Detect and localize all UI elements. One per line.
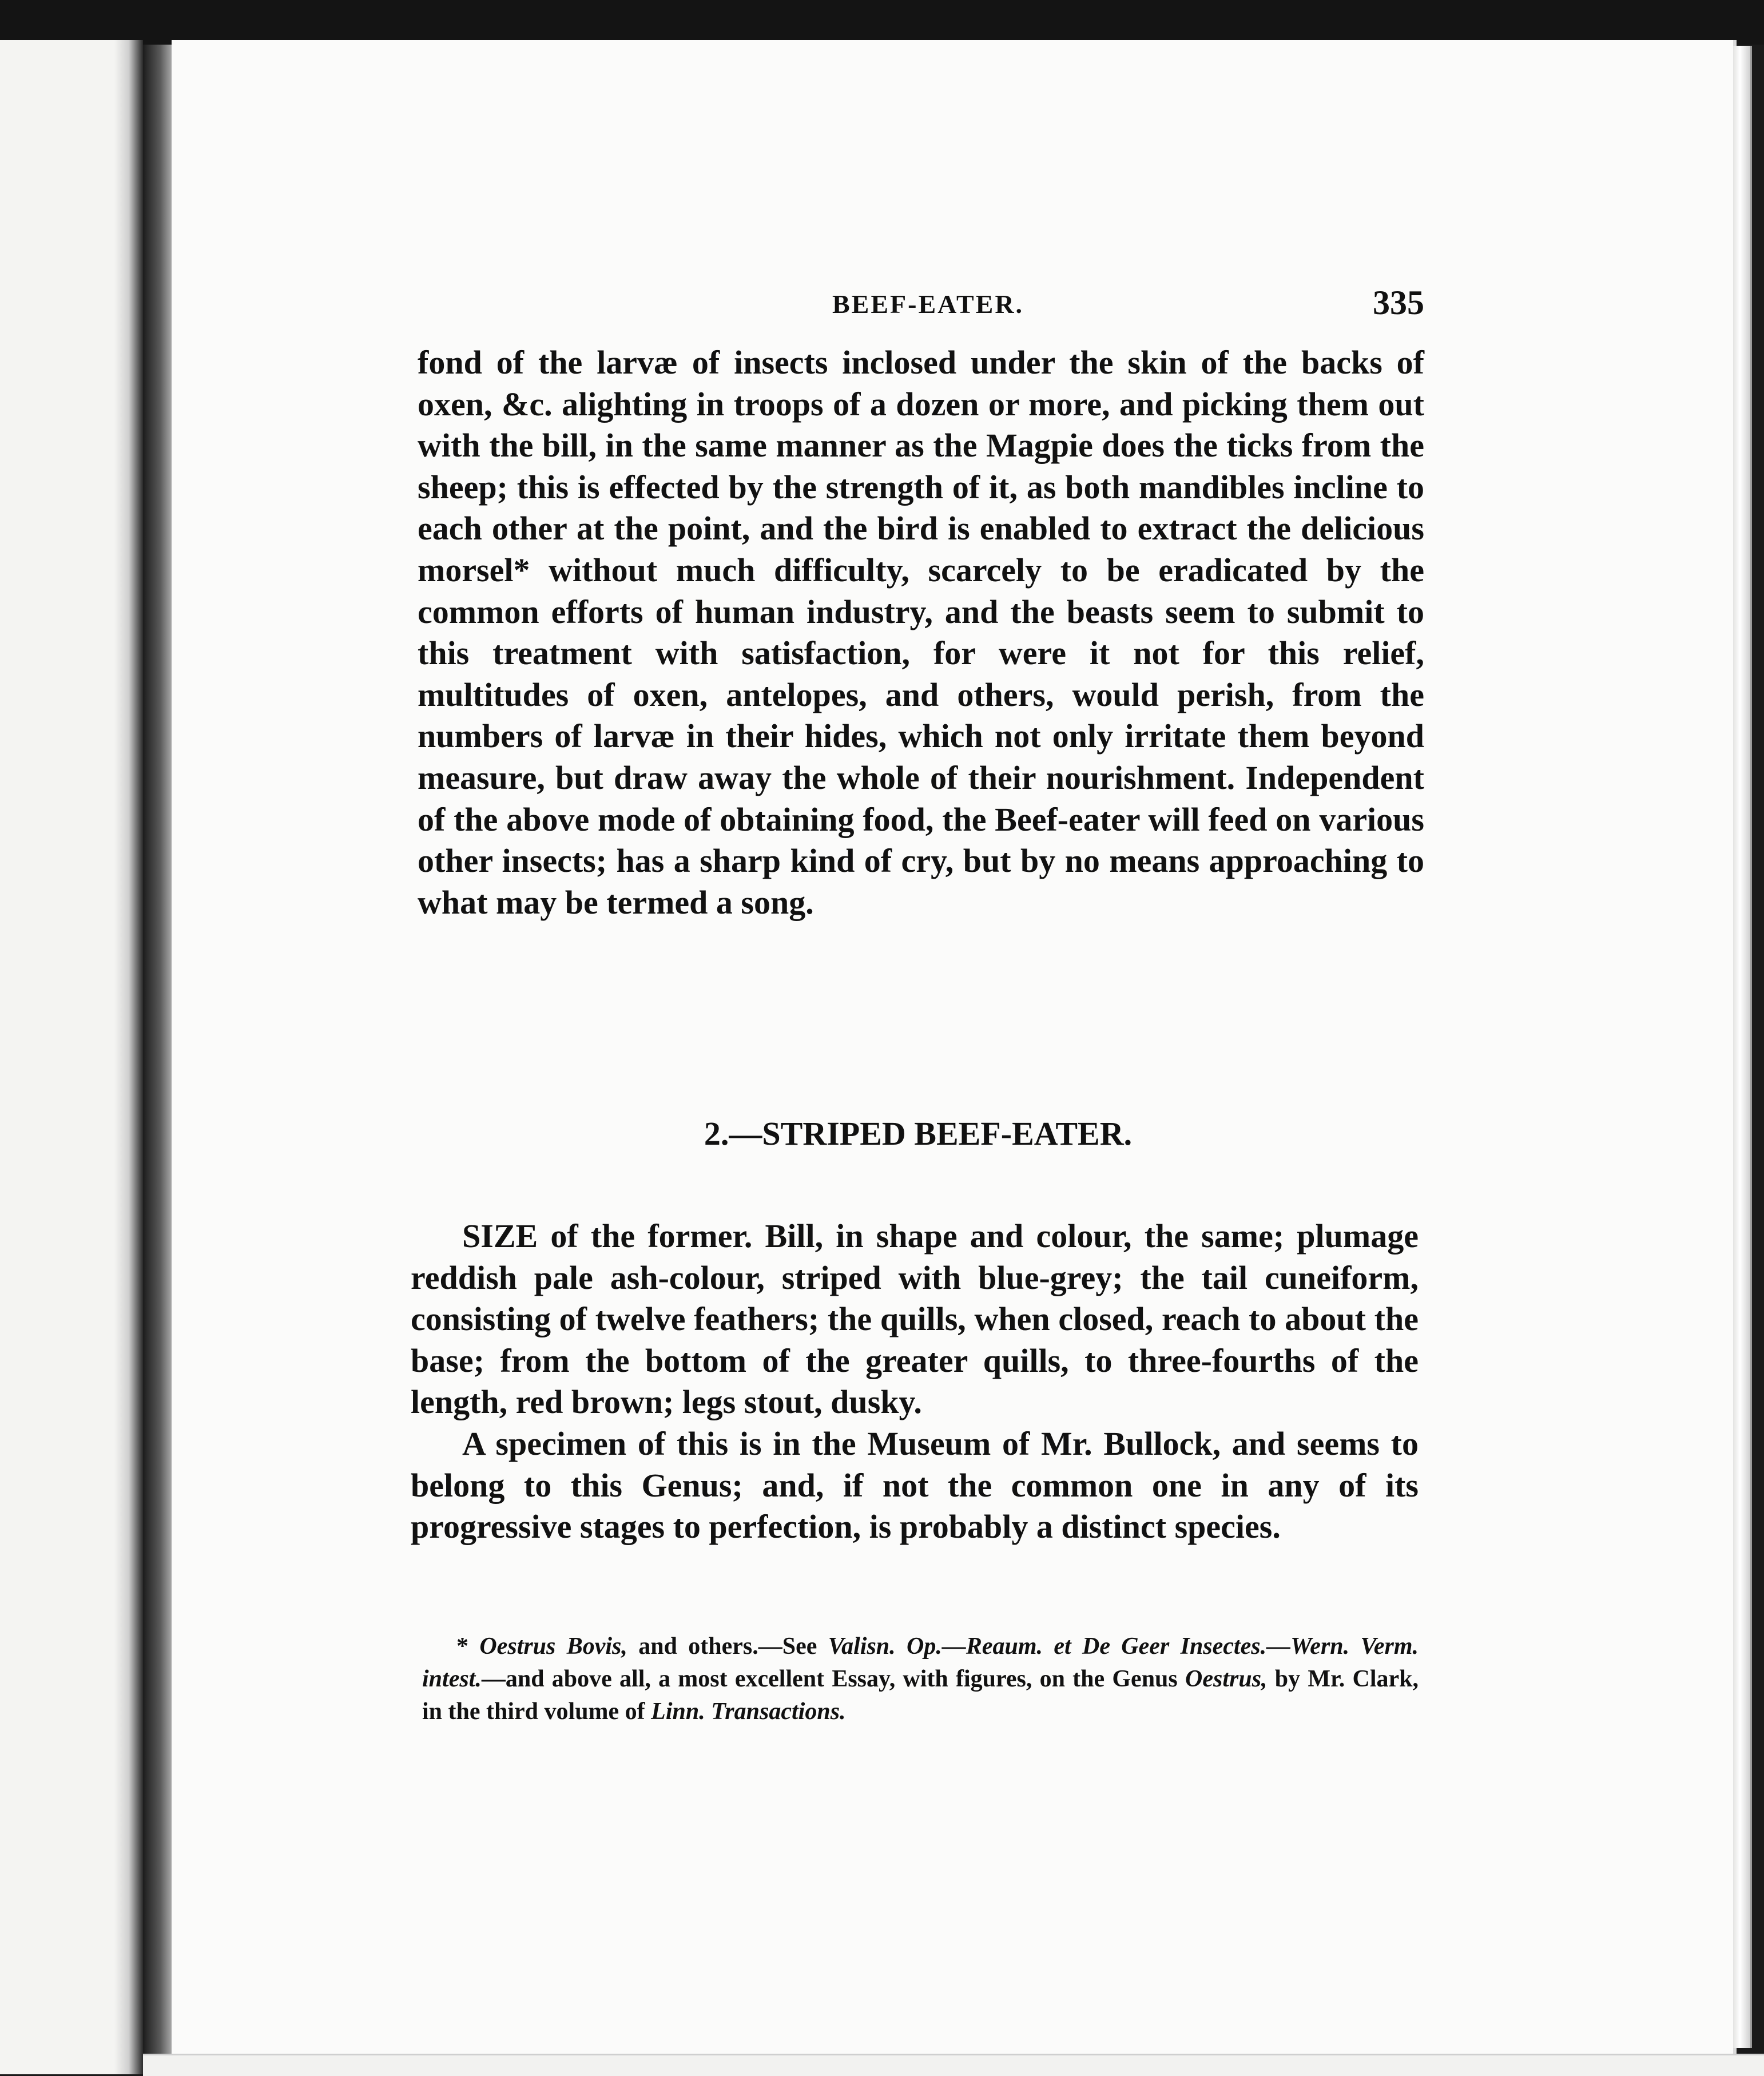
- footnote: [422, 1630, 1419, 1728]
- body-paragraph-3: A specimen of this is in the Museum of Mr. Bullock, and seems to belong to this Genus; and, if not the common one in any of its progressive stages to perfection, is probably a distinct species.: [411, 1425, 1419, 1546]
- book-spine-shadow: [143, 45, 172, 2074]
- footnote-text: by Mr. Clark, in the third volume of: [422, 1666, 1419, 1725]
- footnote-marker: *: [456, 1633, 480, 1660]
- footnote-references: Valisn. Op.—Reaum. et De Geer Insectes.—Wern. Verm. intest.: [422, 1633, 1419, 1692]
- page-edge: [1733, 46, 1752, 2048]
- footnote-journal: Linn. Transactions.: [651, 1698, 846, 1725]
- body-paragraph-2: SIZE of the former. Bill, in shape and colour, the same; plumage reddish pale ash-colour, striped with blue-grey; the tail cuneiform, consisting of twelve feathers; the quills, when closed, reach to about the base; from the bottom of the greater quills, to three-fourths of the length, red brown; legs stout, dusky.: [411, 1217, 1419, 1421]
- scan-top-border: [0, 0, 1764, 45]
- page-bottom-edge: [143, 2054, 1764, 2076]
- page-header: [412, 284, 1424, 335]
- footnote-text: —and above all, a most excellent Essay, with figures, on the Genus: [481, 1666, 1185, 1692]
- section-title: 2.—STRIPED BEEF-EATER.: [704, 1115, 1133, 1152]
- facing-page-margin: [0, 40, 143, 2074]
- running-head: BEEF-EATER.: [832, 289, 1024, 319]
- footnote-species: Oestrus Bovis,: [479, 1633, 627, 1660]
- footnote-genus: Oestrus,: [1185, 1666, 1268, 1692]
- footnote-text: and others.—See: [627, 1633, 828, 1660]
- body-paragraph-1: fond of the larvæ of insects inclosed under the skin of the backs of oxen, &c. alighting in troops of a dozen or more, and picking them out with the bill, in the same manner as the Magpie does the ticks from the sheep; this is effected by the strength of it, as both mandibles incline to each other at the point, and the bird is enabled to extract the delicious morsel* without much difficulty, scarcely to be eradicated by the common efforts of human industry, and the beasts seem to submit to this treatment with satisfaction, for were it not for this relief, multitudes of oxen, antelopes, and others, would perish, from the numbers of larvæ in their hides, which not only irritate them beyond measure, but draw away the whole of their nourishment. Independent of the above mode of obtaining food, the Beef-eater will feed on various other insects; has a sharp kind of cry, but by no means approaching to what may be termed a song.: [418, 344, 1424, 921]
- page-number: 335: [1373, 284, 1424, 321]
